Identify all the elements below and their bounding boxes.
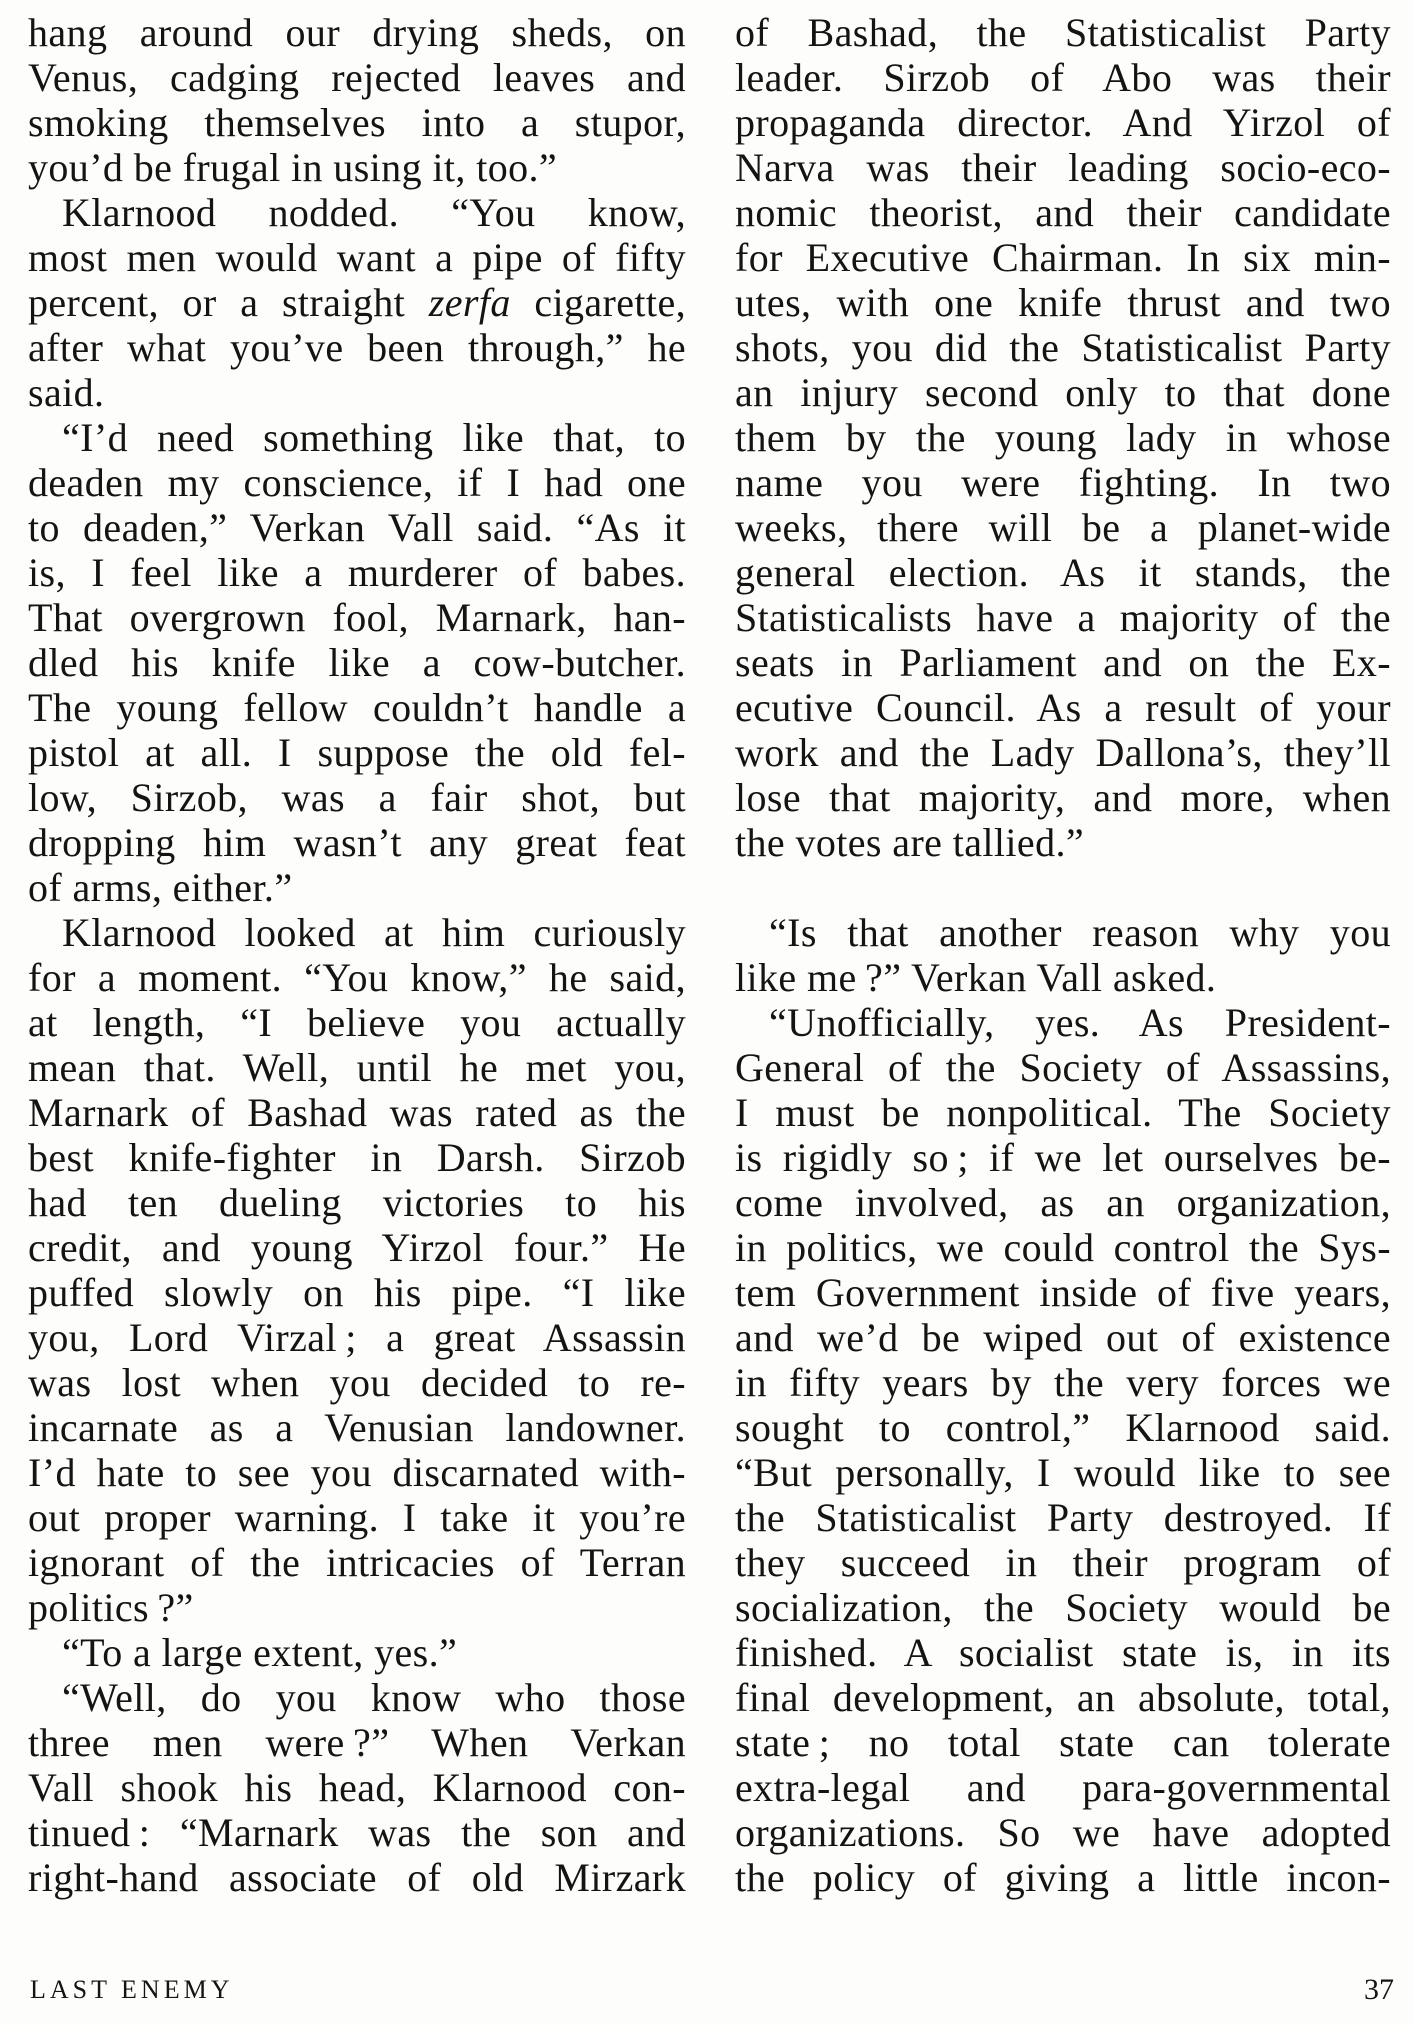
text-line: is, I feel like a murderer of babes.: [28, 550, 686, 595]
text-run: percent, or a straight: [28, 280, 429, 325]
text-line: organizations. So we have adopted: [735, 1810, 1391, 1855]
text-line: “But personally, I would like to see: [735, 1450, 1391, 1495]
text-line: they succeed in their program of: [735, 1540, 1391, 1585]
text-line: puffed slowly on his pipe. “I like: [28, 1270, 686, 1315]
text-line: The young fellow couldn’t handle a: [28, 685, 686, 730]
text-line: socialization, the Society would be: [735, 1585, 1391, 1630]
text-line: tinued : “Marnark was the son and: [28, 1810, 686, 1855]
text-line: for a moment. “You know,” he said,: [28, 955, 686, 1000]
text-line: ignorant of the intricacies of Terran: [28, 1540, 686, 1585]
paragraph: [28, 1675, 686, 1900]
text-line: name you were fighting. In two: [735, 460, 1391, 505]
text-line: “Is that another reason why you: [769, 910, 1391, 955]
paragraph: [28, 190, 686, 415]
paragraph: [28, 415, 686, 910]
paragraph: [28, 910, 686, 1630]
text-line: [28, 280, 686, 325]
text-line: utes, with one knife thrust and two: [735, 280, 1391, 325]
text-line: smoking themselves into a stupor,: [28, 100, 686, 145]
text-line: seats in Parliament and on the Ex-: [735, 640, 1391, 685]
text-line: at length, “I believe you actually: [28, 1000, 686, 1045]
text-line: three men were ?” When Verkan: [28, 1720, 686, 1765]
paragraph: [735, 910, 1391, 1000]
text-line: the policy of giving a little incon-: [735, 1855, 1391, 1900]
text-line: dropping him wasn’t any great feat: [28, 820, 686, 865]
text-line: out proper warning. I take it you’re: [28, 1495, 686, 1540]
text-line: of Bashad, the Statisticalist Party: [735, 10, 1391, 55]
text-line: Venus, cadging rejected leaves and: [28, 55, 686, 100]
text-line: general election. As it stands, the: [735, 550, 1391, 595]
text-line: for Executive Chairman. In six min-: [735, 235, 1391, 280]
text-line: sought to control,” Klarnood said.: [735, 1405, 1391, 1450]
text-line: Statisticalists have a majority of the: [735, 595, 1391, 640]
text-line: weeks, there will be a planet-wide: [735, 505, 1391, 550]
text-line: General of the Society of Assassins,: [735, 1045, 1391, 1090]
text-line: work and the Lady Dallona’s, they’ll: [735, 730, 1391, 775]
text-line: hang around our drying sheds, on: [28, 10, 686, 55]
text-line: Klarnood nodded. “You know,: [62, 190, 686, 235]
text-line: leader. Sirzob of Abo was their: [735, 55, 1391, 100]
text-line: like me ?” Verkan Vall asked.: [735, 955, 1217, 1000]
text-line: deaden my conscience, if I had one: [28, 460, 686, 505]
text-line: I must be nonpolitical. The Society: [735, 1090, 1391, 1135]
italic-text: zerfa: [428, 280, 511, 325]
text-line: “Well, do you know who those: [62, 1675, 686, 1720]
text-line: shots, you did the Statisticalist Party: [735, 325, 1391, 370]
text-line: had ten dueling victories to his: [28, 1180, 686, 1225]
text-line: incarnate as a Venusian landowner.: [28, 1405, 686, 1450]
text-line: I’d hate to see you discarnated with-: [28, 1450, 686, 1495]
paragraph: [28, 10, 686, 190]
text-line: the votes are tallied.”: [735, 820, 1085, 865]
text-line: tem Government inside of five years,: [735, 1270, 1391, 1315]
text-line: after what you’ve been through,” he: [28, 325, 686, 370]
text-line: in politics, we could control the Sys-: [735, 1225, 1391, 1270]
text-line: of arms, either.”: [28, 865, 293, 910]
paragraph: [28, 1630, 686, 1675]
text-line: and we’d be wiped out of existence: [735, 1315, 1391, 1360]
text-line: That overgrown fool, Marnark, han-: [28, 595, 686, 640]
text-line: state ; no total state can tolerate: [735, 1720, 1391, 1765]
text-line: Klarnood looked at him curiously: [62, 910, 686, 955]
text-line: “To a large extent, yes.”: [62, 1630, 458, 1675]
text-line: mean that. Well, until he met you,: [28, 1045, 686, 1090]
text-line: was lost when you decided to re-: [28, 1360, 686, 1405]
page-number: 37: [1364, 1973, 1394, 2006]
text-line: said.: [28, 370, 105, 415]
text-line: dled his knife like a cow-butcher.: [28, 640, 686, 685]
text-line: “I’d need something like that, to: [62, 415, 686, 460]
text-line: low, Sirzob, was a fair shot, but: [28, 775, 686, 820]
text-line: ecutive Council. As a result of your: [735, 685, 1391, 730]
text-line: extra-legal and para-governmental: [735, 1765, 1391, 1810]
text-line: “Unofficially, yes. As President-: [769, 1000, 1391, 1045]
text-line: most men would want a pipe of fifty: [28, 235, 686, 280]
running-head: LAST ENEMY: [30, 1975, 234, 2004]
text-line: Vall shook his head, Klarnood con-: [28, 1765, 686, 1810]
text-line: right-hand associate of old Mirzark: [28, 1855, 686, 1900]
text-column-left: [28, 10, 686, 1900]
text-line: Narva was their leading socio-eco-: [735, 145, 1391, 190]
text-line: final development, an absolute, total,: [735, 1675, 1391, 1720]
text-line: you, Lord Virzal ; a great Assassin: [28, 1315, 686, 1360]
page-footer: [30, 1968, 1394, 2012]
text-line: propaganda director. And Yirzol of: [735, 100, 1391, 145]
text-line: Marnark of Bashad was rated as the: [28, 1090, 686, 1135]
text-line: an injury second only to that done: [735, 370, 1391, 415]
text-line: lose that majority, and more, when: [735, 775, 1391, 820]
text-line: politics ?”: [28, 1585, 194, 1630]
paragraph: [735, 1000, 1391, 1900]
text-line: is rigidly so ; if we let ourselves be-: [735, 1135, 1391, 1180]
text-line: to deaden,” Verkan Vall said. “As it: [28, 505, 686, 550]
text-line: pistol at all. I suppose the old fel-: [28, 730, 686, 775]
text-line: in fifty years by the very forces we: [735, 1360, 1391, 1405]
text-line: you’d be frugal in using it, too.”: [28, 145, 558, 190]
text-line: come involved, as an organization,: [735, 1180, 1391, 1225]
text-line: best knife-fighter in Darsh. Sirzob: [28, 1135, 686, 1180]
text-line: the Statisticalist Party destroyed. If: [735, 1495, 1391, 1540]
text-line: them by the young lady in whose: [735, 415, 1391, 460]
text-line: credit, and young Yirzol four.” He: [28, 1225, 686, 1270]
text-column-right: [735, 10, 1391, 1900]
text-line: finished. A socialist state is, in its: [735, 1630, 1391, 1675]
paragraph: [735, 10, 1391, 865]
text-line: nomic theorist, and their candidate: [735, 190, 1391, 235]
text-run: cigarette,: [510, 280, 686, 325]
